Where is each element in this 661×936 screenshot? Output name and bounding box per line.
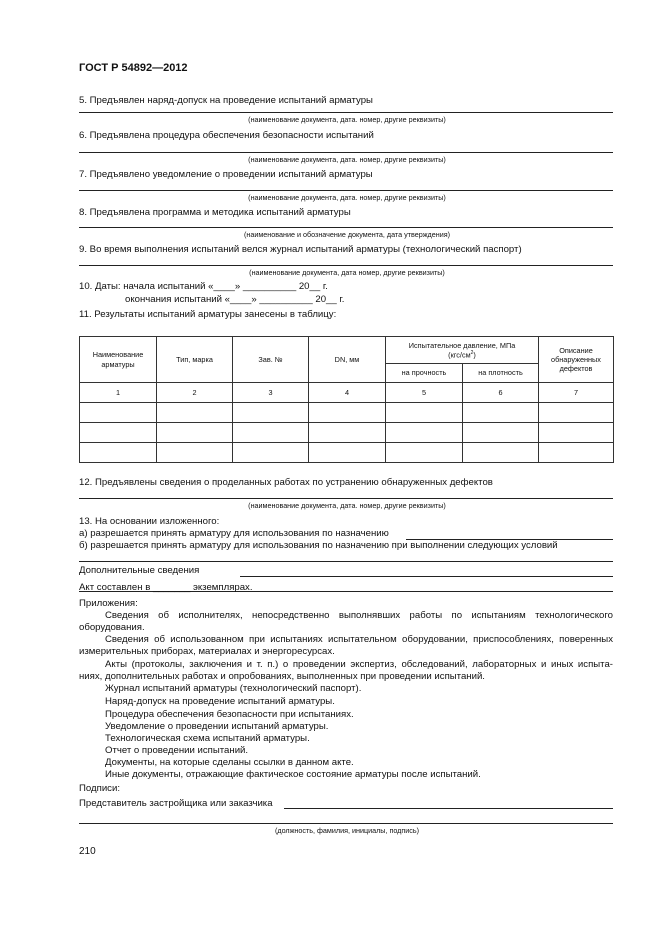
item-11-text: 11. Результаты испытаний арматуры занесены в таблицу: (79, 309, 337, 320)
table-cell (309, 443, 386, 463)
table-cell (386, 423, 463, 443)
table-cell (233, 423, 309, 443)
item-13-conditions-line (79, 561, 613, 562)
item-8-text: 8. Предъявлена программа и методика испытаний арматуры (79, 207, 351, 218)
item-6-caption: (наименование документа, дата. номер, другие реквизиты) (248, 155, 446, 164)
col-number: 2 (157, 383, 233, 403)
appendices-title: Приложения: (79, 598, 138, 609)
table-cell (157, 403, 233, 423)
appendix-list-item: Технологическая схема испытаний арматуры. (105, 733, 310, 744)
item-13-text: 13. На основании изложенного: (79, 516, 220, 527)
item-10-start-date: 10. Даты: начала испытаний «____» __________ 20__ г. (79, 281, 328, 292)
table-row (80, 443, 614, 463)
results-table (79, 336, 614, 463)
item-6-line (79, 152, 613, 153)
table-cell (80, 403, 157, 423)
table-cell (463, 423, 539, 443)
appendix-equipment-line2: измерительных приборах, материалах и энергоресурсах. (79, 646, 335, 657)
table-cell (539, 403, 614, 423)
table-cell (309, 403, 386, 423)
col-number: 7 (539, 383, 614, 403)
item-5-caption: (наименование документа, дата. номер, другие реквизиты) (248, 115, 446, 124)
appendix-list-item: Уведомление о проведении испытаний арматуры. (105, 721, 329, 732)
customer-representative-label: Представитель застройщика или заказчика (79, 798, 273, 809)
item-6-text: 6. Предъявлена процедура обеспечения безопасности испытаний (79, 130, 374, 141)
item-9-text: 9. Во время выполнения испытаний велся журнал испытаний арматуры (технологический паспорт) (79, 244, 522, 255)
col-number: 6 (463, 383, 539, 403)
appendix-list-item: Иные документы, отражающие фактическое состояние арматуры после испытаний. (105, 769, 481, 780)
col-header-strength: на прочность (386, 364, 463, 383)
appendix-list-item: Процедура обеспечения безопасности при испытаниях. (105, 709, 354, 720)
appendix-performers-line1: Сведения об исполнителях, непосредственно выполнявших работы по испытаниям технологического (105, 610, 613, 621)
additional-info-label: Дополнительные сведения (79, 565, 200, 576)
item-8-caption: (наименование и обозначение документа, дата утверждения) (243, 230, 451, 239)
table-cell (463, 443, 539, 463)
col-header-serial: Зав. № (233, 337, 309, 383)
col-number: 1 (80, 383, 157, 403)
pressure-unit: $(кгс/см^2)$ (448, 349, 476, 360)
col-header-dn: DN, мм (309, 337, 386, 383)
table-cell (233, 443, 309, 463)
additional-info-line (240, 576, 613, 577)
col-number: 3 (233, 383, 309, 403)
appendix-list-item: Документы, на которые сделаны ссылки в данном акте. (105, 757, 354, 768)
page-number: 210 (79, 846, 96, 857)
table-cell (157, 443, 233, 463)
table-cell (157, 423, 233, 443)
item-7-caption: (наименование документа, дата. номер, другие реквизиты) (248, 193, 446, 202)
col-header-pressure (386, 337, 539, 364)
appendix-acts-line1: Акты (протоколы, заключения и т. п.) о проведении экспертиз, обследований, лабораторных и иных испыта- (105, 659, 613, 670)
item-9-caption: (наименование документа, дата номер, другие реквизиты) (249, 268, 445, 277)
appendix-acts-line2: ниях, дополнительных работах и опробованиях, выполненных при проведении испытаний. (79, 671, 485, 682)
table-cell (80, 423, 157, 443)
item-12-line (79, 498, 613, 499)
col-header-name: Наименование арматуры (80, 337, 157, 383)
appendix-performers-line2: оборудования. (79, 622, 145, 633)
table-cell (386, 403, 463, 423)
col-header-type: Тип, марка (157, 337, 233, 383)
item-13-option-b: б) разрешается принять арматуру для использования по назначению при выполнении следующих условий (79, 540, 558, 551)
item-5-line (79, 112, 613, 113)
table-cell (539, 443, 614, 463)
document-header: ГОСТ Р 54892—2012 (79, 62, 188, 74)
copies-text: Акт составлен в _______ экземплярах. (79, 582, 253, 593)
col-number: 4 (309, 383, 386, 403)
col-number: 5 (386, 383, 463, 403)
item-5-text: 5. Предъявлен наряд-допуск на проведение испытаний арматуры (79, 95, 373, 106)
table-cell (233, 403, 309, 423)
customer-representative-line (284, 808, 613, 809)
pressure-title: Испытательное давление, МПа (408, 340, 516, 350)
item-8-line (79, 227, 613, 228)
signatures-title: Подписи: (79, 783, 120, 794)
item-9-line (79, 265, 613, 266)
col-header-defects: Описание обнаруженных дефектов (539, 337, 614, 383)
item-12-caption: (наименование документа, дата. номер, другие реквизиты) (248, 501, 446, 510)
table-row (80, 423, 614, 443)
item-10-end-date: окончания испытаний «____» __________ 20__ г. (125, 294, 345, 305)
table-cell (463, 403, 539, 423)
item-13-option-a: а) разрешается принять арматуру для использования по назначению (79, 528, 389, 539)
item-7-text: 7. Предъявлено уведомление о проведении испытаний арматуры (79, 169, 373, 180)
appendix-list-item: Отчет о проведении испытаний. (105, 745, 249, 756)
signature-line (79, 823, 613, 824)
table-cell (309, 423, 386, 443)
appendix-equipment-line1: Сведения об использованном при испытаниях испытательном оборудовании, приспособлениях, поверенных (105, 634, 613, 645)
table-cell (539, 423, 614, 443)
col-header-density: на плотность (463, 364, 539, 383)
item-7-line (79, 190, 613, 191)
table-cell (80, 443, 157, 463)
signature-caption: (должность, фамилия, инициалы, подпись) (274, 826, 420, 835)
table-row (80, 403, 614, 423)
appendix-list-item: Наряд-допуск на проведение испытаний арматуры. (105, 696, 335, 707)
appendix-list-item: Журнал испытаний арматуры (технологический паспорт). (105, 683, 362, 694)
table-cell (386, 443, 463, 463)
item-12-text: 12. Предъявлены сведения о проделанных работах по устранению обнаруженных дефектов (79, 477, 493, 488)
